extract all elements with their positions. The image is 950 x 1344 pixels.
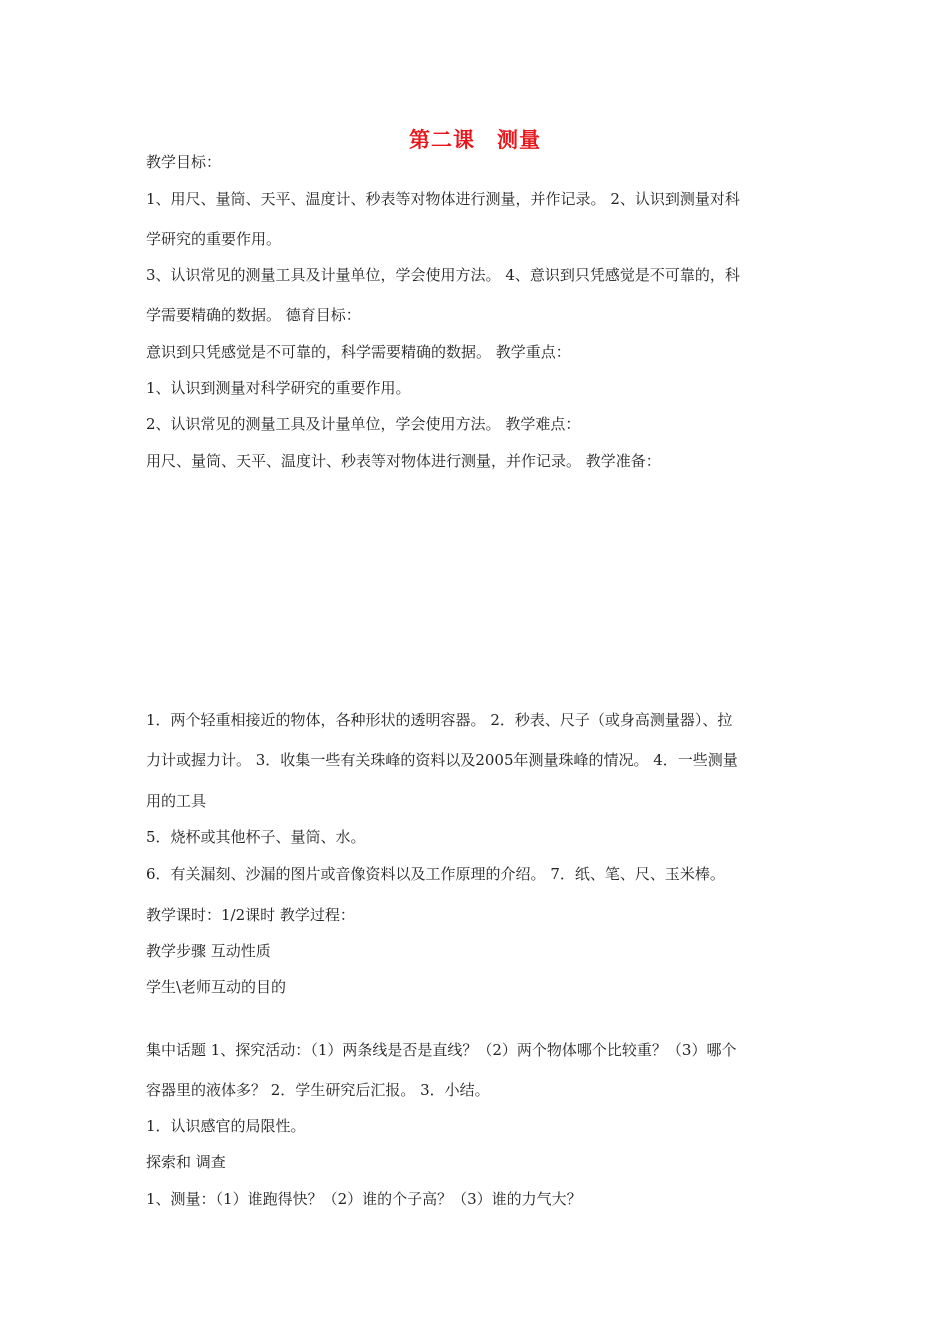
- text-line: 1．两个轻重相接近的物体，各种形状的透明容器。 2．秒表、尺子（或身高测量器）、拉: [146, 711, 733, 729]
- text-line: 学研究的重要作用。: [146, 230, 282, 248]
- text-line: 力计或握力计。 3．收集一些有关珠峰的资料以及2005年测量珠峰的情况。 4．一些测量: [146, 751, 738, 769]
- text-line: 1、用尺、量筒、天平、温度计、秒表等对物体进行测量，并作记录。 2、认识到测量对科: [146, 190, 740, 208]
- text-line: 学生\老师互动的目的: [146, 978, 287, 996]
- text-line: 6．有关漏刻、沙漏的图片或音像资料以及工作原理的介绍。 7．纸、笔、尺、玉米棒。: [146, 865, 725, 883]
- text-line: 用尺、量筒、天平、温度计、秒表等对物体进行测量，并作记录。 教学准备：: [146, 452, 661, 470]
- text-line: 教学步骤 互动性质: [146, 942, 271, 960]
- text-line: 容器里的液体多？ 2．学生研究后汇报。 3．小结。: [146, 1081, 490, 1099]
- text-line: 意识到只凭感觉是不可靠的，科学需要精确的数据。 教学重点：: [146, 343, 571, 361]
- page-title: 第二课 测量: [409, 128, 541, 152]
- text-line: 集中话题 1、探究活动：（1）两条线是否是直线？（2）两个物体哪个比较重？（3）哪个: [146, 1041, 737, 1059]
- text-line: 用的工具: [146, 792, 207, 810]
- text-line: 教学课时：1/2课时 教学过程：: [146, 906, 355, 924]
- text-line: 学需要精确的数据。 德育目标：: [146, 306, 361, 324]
- text-line: 3、认识常见的测量工具及计量单位，学会使用方法。 4、意识到只凭感觉是不可靠的，科: [146, 266, 740, 284]
- text-line: 5．烧杯或其他杯子、量筒、水。: [146, 828, 366, 846]
- text-line: 探索和 调查: [146, 1153, 226, 1171]
- text-line: 1、认识到测量对科学研究的重要作用。: [146, 379, 411, 397]
- text-line: 教学目标：: [146, 153, 222, 171]
- text-line: 2、认识常见的测量工具及计量单位，学会使用方法。 教学难点：: [146, 415, 581, 433]
- text-line: 1．认识感官的局限性。: [146, 1117, 306, 1135]
- text-line: 1、测量：（1）谁跑得快？（2）谁的个子高？（3）谁的力气大？: [146, 1190, 582, 1208]
